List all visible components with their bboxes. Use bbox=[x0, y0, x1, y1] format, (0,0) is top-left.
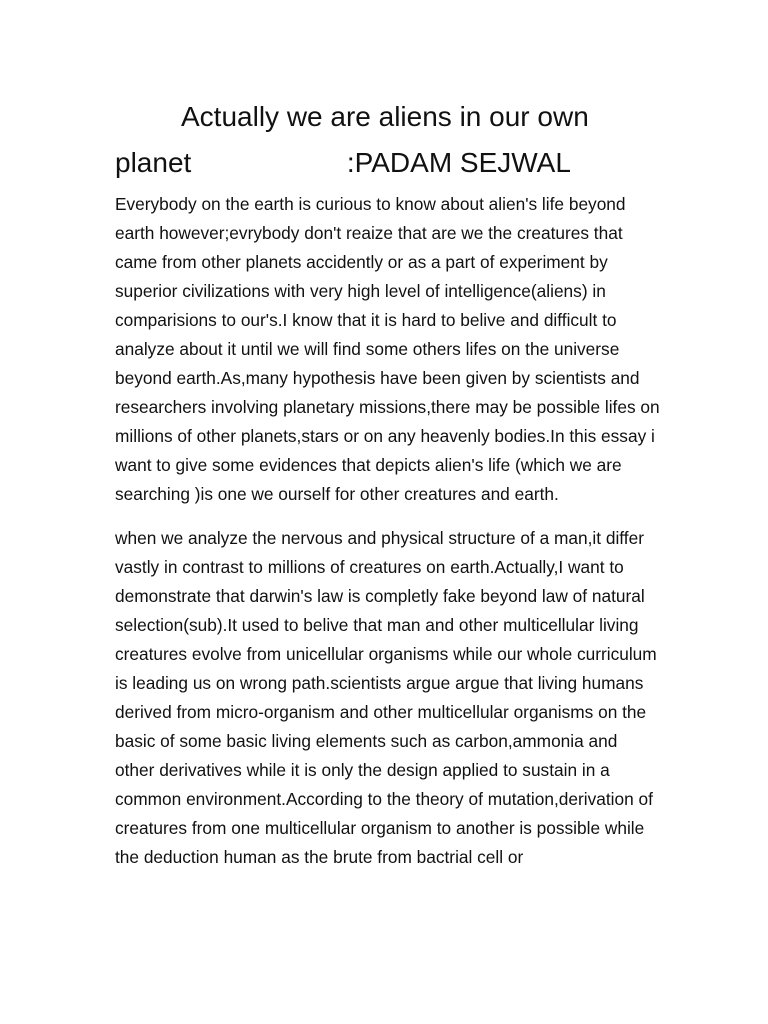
title-line-2: planet :PADAM SEJWAL bbox=[115, 147, 571, 178]
paragraph-2: when we analyze the nervous and physical structure of a man,it differ vastly in contrast to millions of creatures on earth.Actually,I want to demonstrate that darwin's law is completly fake beyond law of natural selection(sub).It used to belive that man and other multicellular living creatures evolve from unicellular organisms while our whole curriculum is leading us on wrong path.scientists argue argue that living humans derived from micro-organism and other multicellular organisms on the basic of some basic living elements such as carbon,ammonia and other derivatives while it is only the design applied to sustain in a common environment.According to the theory of mutation,derivation of creatures from one multicellular organism to another is possible while the deduction human as the brute from bactrial cell or bbox=[115, 528, 657, 867]
paragraph-1: Everybody on the earth is curious to know about alien's life beyond earth however;evrybody don't reaize that are we the creatures that came from other planets accidently or as a part of experiment by superior civilizations with very high level of intelligence(aliens) in comparisions to our's.I know that it is hard to belive and difficult to analyze about it until we will find some others lifes on the universe beyond earth.As,many hypothesis have been given by scientists and researchers involving planetary missions,there may be possible lifes on millions of other planets,stars or on any heavenly bodies.In this essay i want to give some evidences that depicts alien's life (which we are searching )is one we ourself for other creatures and earth. bbox=[115, 194, 660, 504]
title-line-1: Actually we are aliens in our own bbox=[181, 101, 589, 132]
document-body bbox=[115, 190, 660, 887]
document-title bbox=[115, 94, 675, 186]
